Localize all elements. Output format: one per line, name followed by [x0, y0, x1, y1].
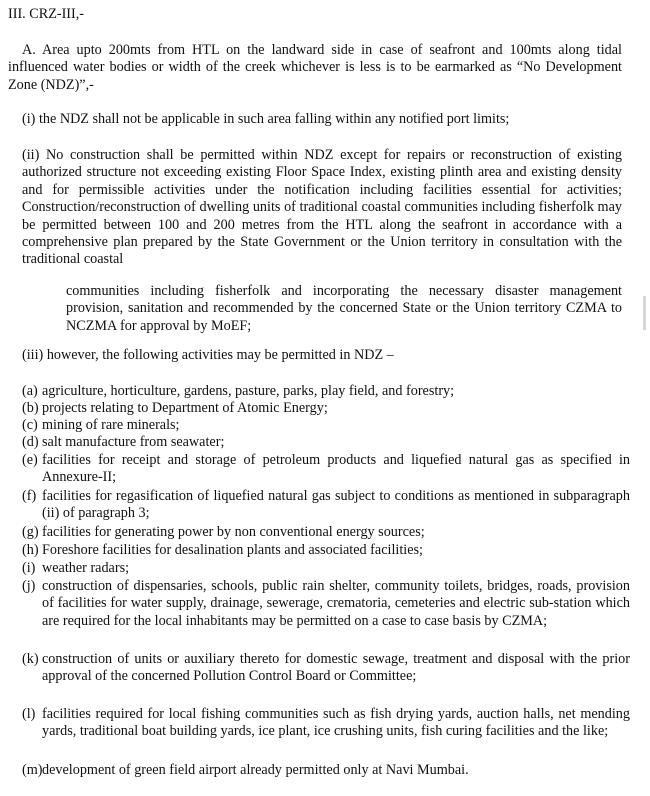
- list-item: [22, 578, 630, 630]
- list-item: [22, 417, 630, 434]
- list-item-text: facilities for receipt and storage of petroleum products and liquefied natural gas as specified in Annexure-II;: [42, 452, 630, 486]
- list-item-label: (l): [22, 706, 36, 722]
- list-item: [22, 651, 630, 686]
- list-item-label: (d): [22, 434, 39, 450]
- list-item-label: (b): [22, 400, 39, 416]
- list-item: [22, 383, 630, 400]
- list-item-label: (k): [22, 651, 39, 667]
- list-item-text: facilities for regasification of liquefied natural gas subject to conditions as mentioned in subparagraph (ii) of paragraph 3;: [42, 488, 630, 522]
- list-item-text: Foreshore facilities for desalination plants and associated facilities;: [42, 542, 423, 558]
- list-item-label: (e): [22, 452, 38, 468]
- list-item-label: (a): [22, 383, 38, 399]
- paragraph-a: A. Area upto 200mts from HTL on the landward side in case of seafront and 100mts along tidal influenced water bodies or width of the creek whichever is less is to be earmarked as “No Development Zone (NDZ)”,-: [8, 42, 622, 93]
- list-item-label: (g): [22, 524, 39, 540]
- list-item-text: development of green field airport already permitted only at Navi Mumbai.: [42, 762, 469, 778]
- list-item-label: (c): [22, 417, 38, 433]
- list-item: [22, 560, 630, 577]
- list-item-text: agriculture, horticulture, gardens, pasture, parks, play field, and forestry;: [42, 383, 455, 399]
- list-item-text: facilities required for local fishing communities such as fish drying yards, auction halls, net mending yards, traditional boat building yards, ice plant, ice crushing units, fish curing facilities and the like;: [42, 706, 630, 740]
- list-item: [22, 488, 630, 523]
- clause-i: (i) the NDZ shall not be applicable in such area falling within any notified port limits;: [22, 111, 510, 127]
- list-item-label: (i): [22, 560, 36, 576]
- list-item-label: (f): [22, 488, 37, 504]
- list-item: [22, 452, 630, 487]
- list-item-text: projects relating to Department of Atomic Energy;: [42, 400, 328, 416]
- list-item-label: (j): [22, 578, 36, 594]
- list-item-text: mining of rare minerals;: [42, 417, 180, 433]
- clause-ii-part-2: communities including fisherfolk and incorporating the necessary disaster management provision, sanitation and recommended by the concerned State or the Union territory CZMA to NCZMA for approval by MoEF;: [66, 283, 622, 334]
- list-item: [22, 542, 630, 559]
- list-item: [22, 400, 630, 417]
- clause-ii-part-1: (ii) No construction shall be permitted within NDZ except for repairs or reconstruction of existing authorized structure not exceeding existing Floor Space Index, existing plinth area and existing density and for permissible activities under the notification including facilities essential for activities; Construction/reconstruction of dwelling units of traditional coastal communities including fisherfolk may be permitted between 100 and 200 metres from the HTL along the seafront in accordance with a comprehensive plan prepared by the State Government or the Union territory in consultation with the traditional coastal: [22, 147, 622, 268]
- section-heading: III. CRZ-III,-: [8, 6, 85, 22]
- list-item: [22, 434, 630, 451]
- clause-iii-intro: (iii) however, the following activities may be permitted in NDZ –: [22, 347, 394, 363]
- list-item-text: weather radars;: [42, 560, 130, 576]
- list-item-label: (m): [22, 762, 43, 778]
- list-item-text: facilities for generating power by non conventional energy sources;: [42, 524, 425, 540]
- list-item: [22, 762, 630, 779]
- list-item-text: salt manufacture from seawater;: [42, 434, 225, 450]
- list-item-text: construction of dispensaries, schools, public rain shelter, community toilets, bridges, roads, provision of facilities for water supply, drainage, sewerage, crematoria, cemeteries and electric sub-station which are required for the local inhabitants may be permitted on a case to case basis by CZMA;: [42, 578, 630, 629]
- list-item-label: (h): [22, 542, 39, 558]
- list-item: [22, 524, 630, 541]
- list-item-text: construction of units or auxiliary thereto for domestic sewage, treatment and disposal with the prior approval of the concerned Pollution Control Board or Committee;: [42, 651, 630, 685]
- page-edge-shadow: [643, 296, 646, 330]
- list-item: [22, 706, 630, 741]
